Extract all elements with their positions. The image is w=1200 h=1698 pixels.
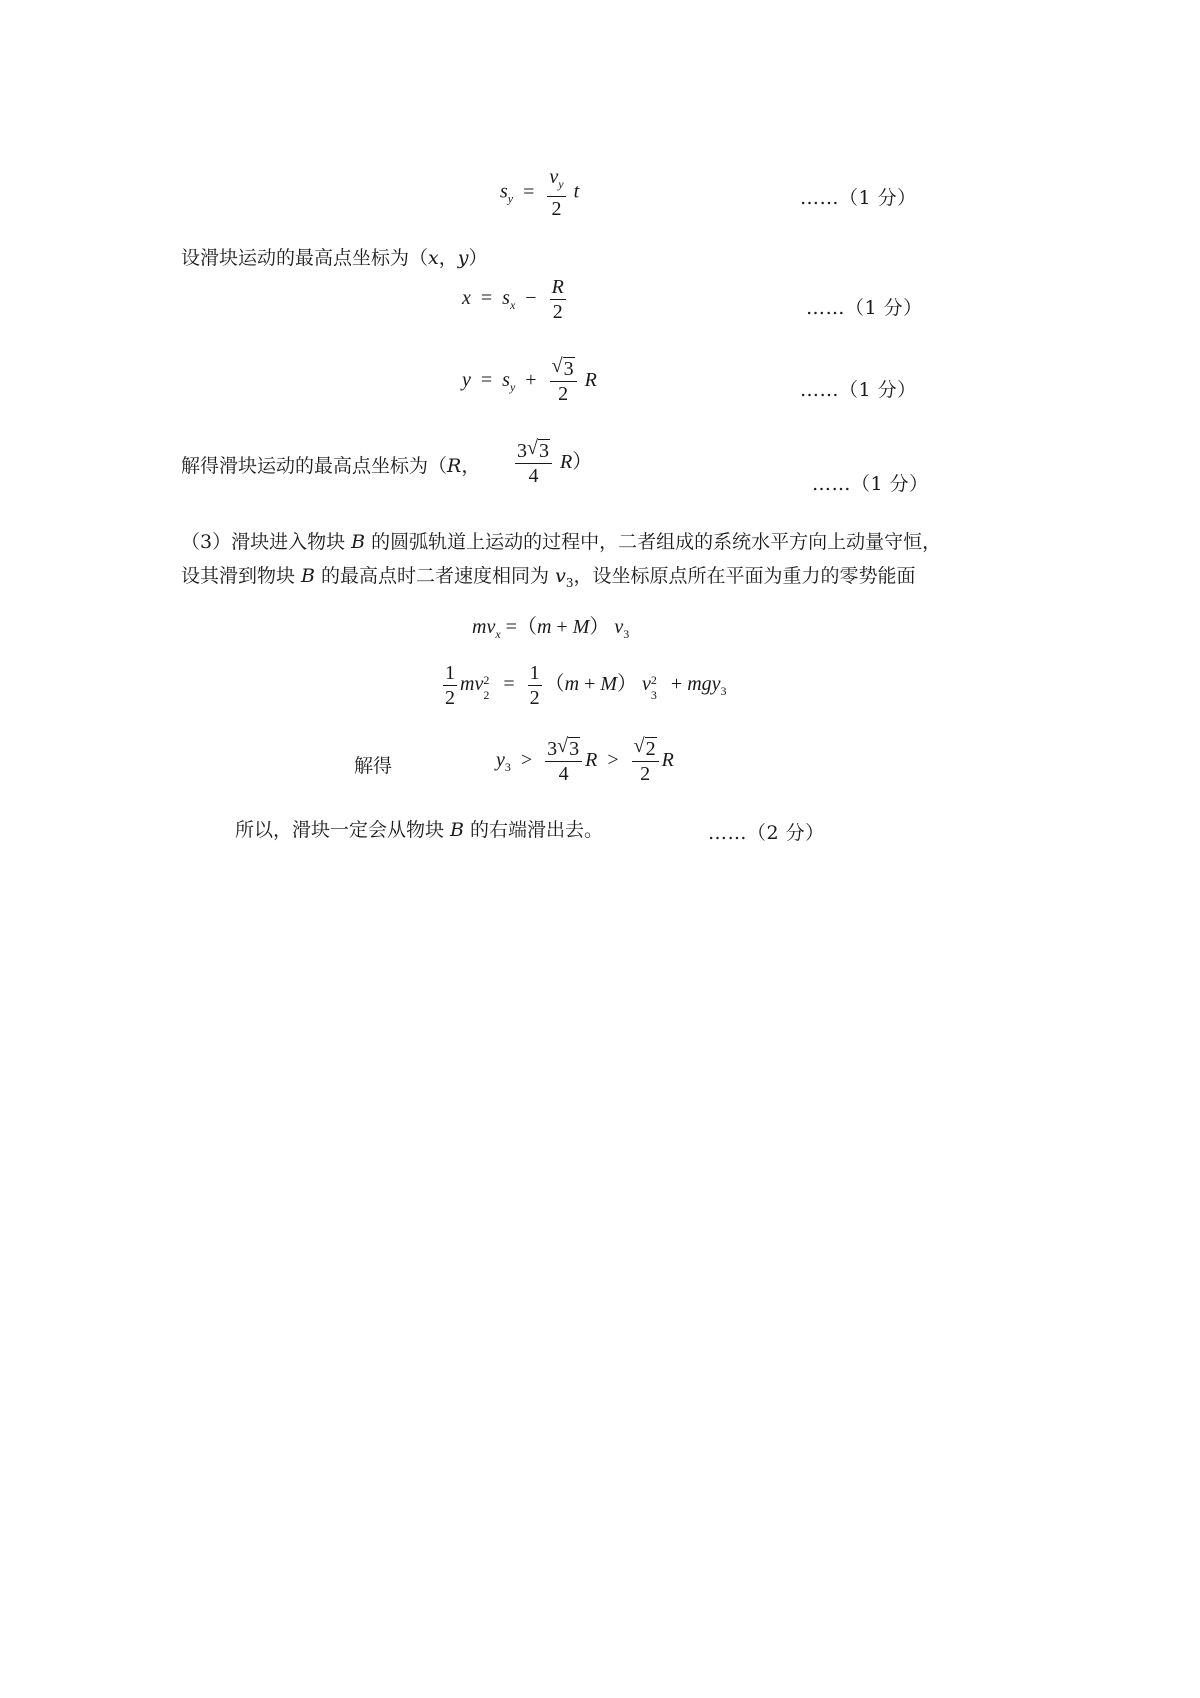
equation-sy [500,166,579,220]
para3-line2-a: 设其滑到物块 [181,565,302,587]
conclusion-line [235,818,603,842]
eq-en-num2: 1 [529,662,540,684]
eq-en-den2: 2 [529,687,540,709]
result-text: 解得滑块运动的最高点坐标为（ [181,455,448,477]
coordinate-comma: ， [438,247,458,269]
eq-en-v: v [642,673,651,696]
eq-en-v-sup: 2 [650,673,657,688]
solve-label: 解得 [354,755,393,777]
eq-x-num: R [551,276,564,298]
eq-y-s: s [502,369,510,392]
para3-line2-b: 的最高点时二者速度相同为 [315,565,556,587]
eq-solve-y: y [496,749,505,772]
eq-y-tail: R [584,369,597,392]
equation-momentum [472,610,629,642]
eq-solve-sqrt-1 [557,735,580,760]
eq-solve-gt1: > [520,749,533,772]
eq-solve-den1: 4 [545,761,582,785]
eq-y-equals: = [480,369,493,392]
eq-en-sup: 2 [483,673,490,688]
eq-solve-rad1: 3 [569,738,580,760]
eq-mom-M: M [572,616,590,638]
eq-y-radicand: 3 [563,358,574,380]
eq-solve-root2: √ [633,735,645,757]
eq-x-lhs: x [462,287,471,310]
conclusion-a: 所以，滑块一定会从物块 [235,819,451,841]
eq-en-den1: 2 [445,687,455,709]
score-y: ……（1 分） [800,379,917,401]
eq-en-v-sub: 3 [650,688,657,703]
result-coef: 3 [517,440,527,462]
eq-solve-den2: 2 [632,761,659,785]
eq-mom-m2: m [536,616,552,638]
eq-solve-fraction-2 [632,735,659,785]
eq-sy-den: 2 [547,196,565,220]
coordinate-intro-text: 设滑块运动的最高点坐标为（ [181,247,429,269]
eq-y-s-sub: y [509,380,516,395]
para3-line1-a: （3）滑块进入物块 [181,531,352,553]
eq-mom-v3: v [614,616,624,638]
para3-line2-c: ，设坐标原点所在平面为重力的零势能面 [573,565,916,587]
eq-en-open: （ [544,673,565,696]
eq-en-mgy-sub: 3 [720,684,727,699]
eq-x-s: s [502,287,510,310]
eq-solve-gt2: > [607,749,619,772]
result-R: R [447,455,462,477]
para3-line1-b: 的圆弧轨道上运动的过程中，二者组成的系统水平方向上动量守恒， [365,531,942,553]
eq-solve-R1: R [585,749,598,772]
eq-solve-R2: R [661,749,674,772]
eq-x-minus: − [525,287,537,310]
eq-en-plus: + [584,673,596,696]
eq-sy-lhs: s [500,180,508,203]
eq-mom-m: m [472,616,487,638]
eq-sy-num-sub: y [558,177,564,191]
result-line [181,454,480,478]
para3-line2-v: v [555,565,566,587]
eq-mom-v: v [486,616,496,638]
score-x: ……（1 分） [806,297,923,319]
eq-sy-num: v [549,166,559,188]
conclusion-B: B [450,819,465,841]
coordinate-close: ） [468,247,488,269]
eq-x-equals: = [480,287,493,310]
eq-solve-root1: √ [557,735,569,757]
para3-line1-B: B [351,531,366,553]
eq-y-den: 2 [550,381,577,405]
eq-en-plus2: + [670,673,683,696]
result-tail: R [560,451,573,474]
equation-solve [496,735,674,785]
eq-sy-fraction [547,166,565,220]
eq-en-num1: 1 [445,662,455,684]
eq-sy-equals: = [523,180,535,203]
equation-x [462,276,569,323]
eq-solve-y-sub: 3 [504,760,511,775]
result-fraction [515,437,552,487]
eq-solve-coef: 3 [547,738,558,760]
eq-en-M: M [600,673,618,696]
eq-y-lhs: y [462,369,471,392]
eq-x-s-sub: x [509,298,516,313]
eq-mom-plus: + [556,616,568,638]
eq-en-mgy: mgy [687,673,721,696]
result-den: 4 [515,463,552,487]
eq-y-sqrt [551,355,575,380]
eq-mom-v-sub: x [495,627,501,641]
eq-y-root-sign: √ [551,355,563,377]
para3-line2-vsub: 3 [565,576,574,590]
eq-en-sub: 2 [483,688,490,703]
eq-sy-lhs-sub: y [507,191,514,206]
eq-en-equals: = [503,673,515,696]
eq-mom-v3-sub: 3 [623,627,630,641]
para3-line2-B: B [301,565,316,587]
eq-en-fraction-1 [443,662,457,709]
eq-en-m: m [564,673,580,696]
eq-solve-rad2: 2 [645,738,656,760]
coordinate-intro-line [181,246,488,270]
eq-sy-tail: t [573,180,580,203]
eq-solve-fraction-1 [545,735,582,785]
eq-mom-close: ） [589,616,610,638]
paragraph-3-line-1 [181,530,941,554]
paragraph-3-line-2 [181,564,916,595]
result-sqrt [527,437,550,462]
eq-en-close: ） [617,673,638,696]
eq-y-fraction [550,355,577,405]
eq-x-den: 2 [550,299,566,323]
coordinate-y: y [457,247,469,269]
eq-x-fraction [550,276,566,323]
eq-en-fraction-2 [528,662,542,709]
score-result: ……（1 分） [812,473,929,495]
coordinate-x: x [428,247,439,269]
eq-y-plus: + [525,369,537,392]
eq-solve-sqrt-2 [633,735,657,760]
result-comma: ， [461,455,481,477]
score-sy: ……（1 分） [800,187,917,209]
result-root-sign: √ [527,437,538,459]
eq-en-mv: mv [460,673,484,696]
score-conclusion: ……（2 分） [708,822,825,844]
equation-energy [440,662,727,709]
result-fraction-group [512,437,593,487]
result-close: ） [572,451,593,474]
eq-mom-equals: =（ [505,616,537,638]
result-radicand: 3 [539,440,549,462]
equation-y [462,355,597,405]
conclusion-b: 的右端滑出去。 [464,819,604,841]
